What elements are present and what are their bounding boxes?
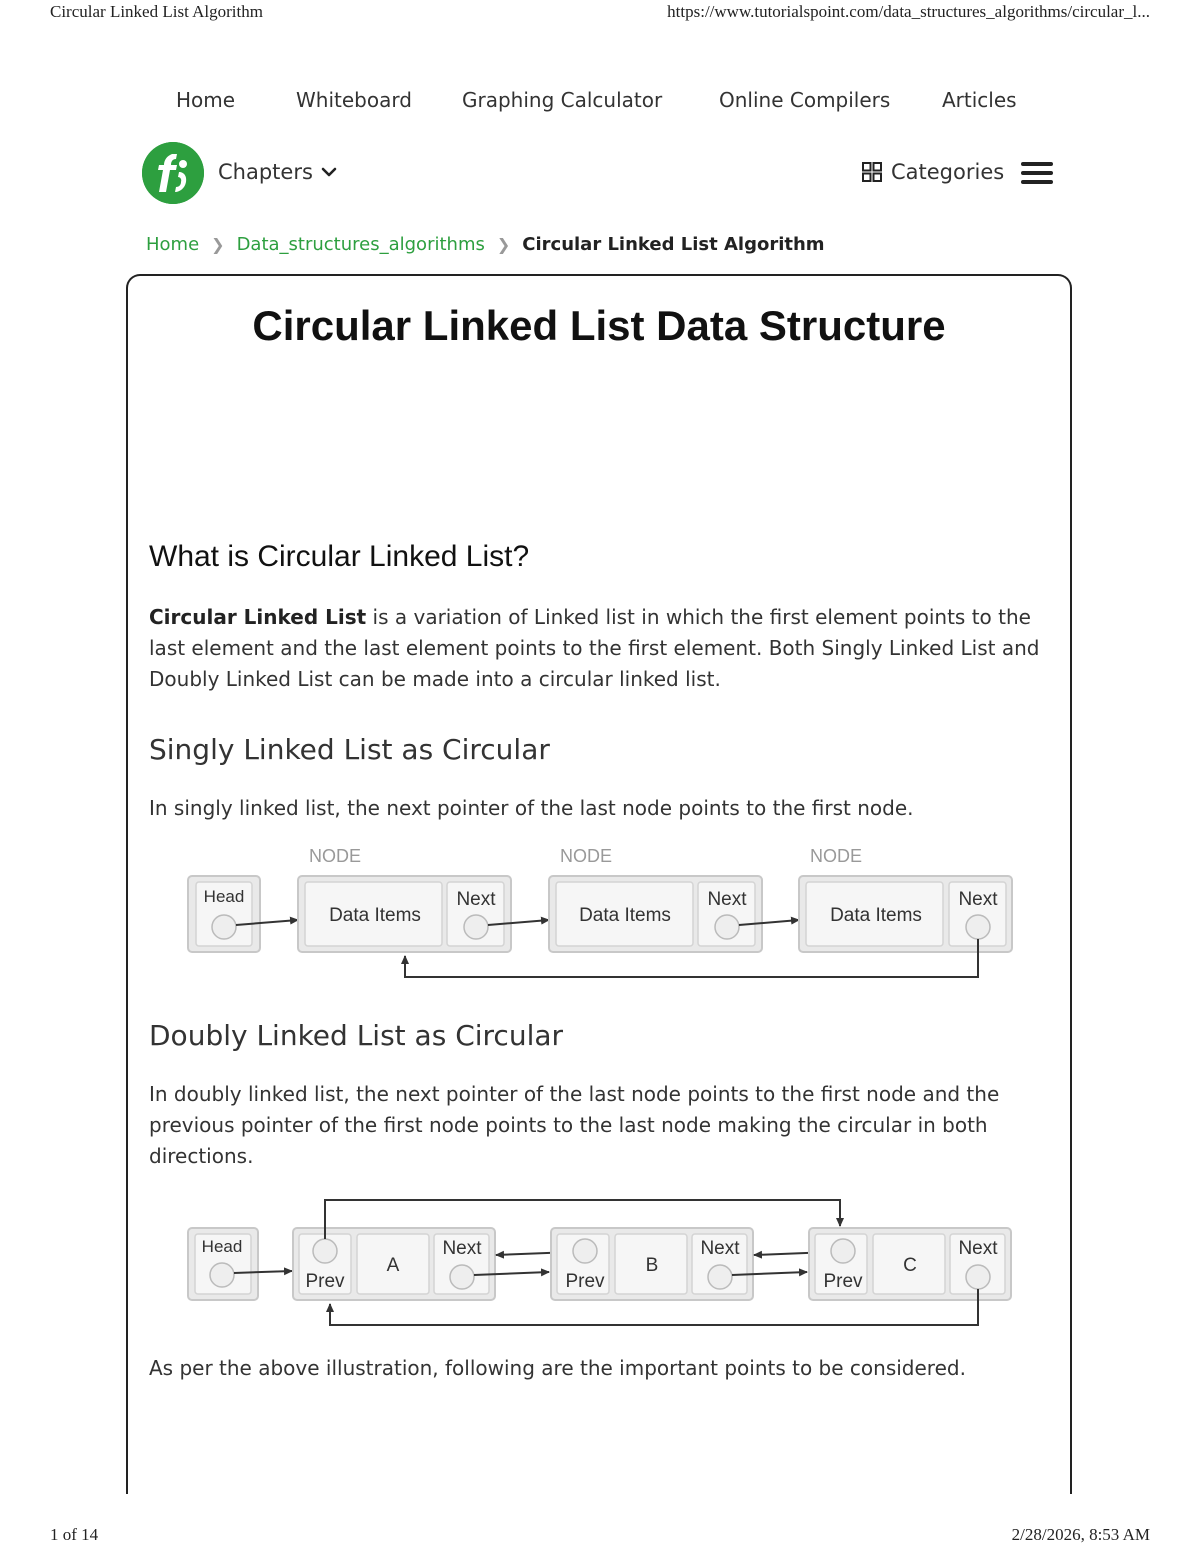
intro-paragraph (149, 602, 1049, 695)
categories-button[interactable] (862, 160, 1004, 184)
chapters-dropdown[interactable] (218, 160, 337, 184)
chevron-right-icon: ❯ (496, 235, 511, 254)
singly-circular-diagram (180, 840, 1020, 990)
closing-paragraph: As per the above illustration, following are the important points to be considered. (149, 1356, 966, 1380)
node-data-label: Data Items (830, 905, 922, 926)
chapters-label: Chapters (218, 160, 313, 184)
nav-articles[interactable]: Articles (942, 88, 1017, 112)
node-next-label: Next (442, 1238, 482, 1259)
singly-paragraph: In singly linked list, the next pointer of the last node points to the first node. (149, 796, 914, 820)
page-title: Circular Linked List Data Structure (252, 302, 946, 349)
breadcrumb-category[interactable]: Data_structures_algorithms (236, 234, 485, 255)
chevron-right-icon: ❯ (211, 235, 225, 254)
node-value-c: C (903, 1255, 917, 1276)
print-footer (0, 1523, 1200, 1553)
tutorialspoint-logo-icon (142, 142, 204, 204)
nav-whiteboard[interactable]: Whiteboard (296, 88, 412, 112)
node-caption: NODE (809, 846, 863, 866)
node-prev-label: Prev (823, 1271, 863, 1292)
tutorialspoint-logo[interactable] (142, 142, 204, 204)
nav-online-compilers[interactable]: Online Compilers (719, 88, 891, 112)
section-heading-singly: Singly Linked List as Circular (149, 733, 550, 766)
print-header (0, 0, 1200, 26)
node-data-label: Data Items (579, 905, 671, 926)
node-caption: NODE (559, 846, 613, 866)
print-header-title: Circular Linked List Algorithm (50, 2, 263, 21)
head-label: Head (201, 1237, 243, 1256)
doubly-paragraph: In doubly linked list, the next pointer of the last node points to the first node and the previous pointer of the first node points to the last node making the circular in both directions. (149, 1082, 1000, 1168)
page-number: 1 of 14 (50, 1525, 99, 1544)
categories-label: Categories (891, 160, 1005, 184)
node-next-label: Next (456, 889, 496, 910)
breadcrumb (146, 234, 825, 255)
nav-home[interactable]: Home (176, 88, 236, 112)
chevron-down-icon (321, 166, 337, 178)
head-label: Head (203, 887, 245, 906)
node-value-b: B (645, 1255, 659, 1276)
nav-graphing-calculator[interactable]: Graphing Calculator (462, 88, 663, 112)
print-datetime: 2/28/2026, 8:53 AM (1011, 1525, 1150, 1544)
section-heading-doubly: Doubly Linked List as Circular (149, 1019, 564, 1052)
node-value-a: A (386, 1255, 400, 1276)
node-prev-label: Prev (565, 1271, 605, 1292)
print-header-url: https://www.tutorialspoint.com/data_structures_algorithms/circular_l... (667, 2, 1150, 21)
doubly-circular-diagram (180, 1192, 1020, 1342)
node-next-label: Next (958, 889, 998, 910)
menu-icon[interactable] (1021, 160, 1053, 186)
top-nav (0, 88, 1200, 118)
node-next-label: Next (958, 1238, 998, 1259)
node-next-label: Next (700, 1238, 740, 1259)
node-data-label: Data Items (329, 905, 421, 926)
intro-bold-term: Circular Linked List (149, 605, 367, 629)
section-heading-what-is: What is Circular Linked List? (149, 540, 530, 573)
grid-icon (862, 162, 882, 182)
node-next-label: Next (707, 889, 747, 910)
breadcrumb-home[interactable]: Home (146, 234, 200, 255)
node-caption: NODE (308, 846, 362, 866)
breadcrumb-current: Circular Linked List Algorithm (522, 234, 825, 255)
node-prev-label: Prev (305, 1271, 345, 1292)
intro-text: is a variation of Linked list in which the first element points to the last element and the last element points to the first element. Both Singly Linked List and Doubly Linked List can be made into a circular linked list. (149, 605, 1040, 691)
